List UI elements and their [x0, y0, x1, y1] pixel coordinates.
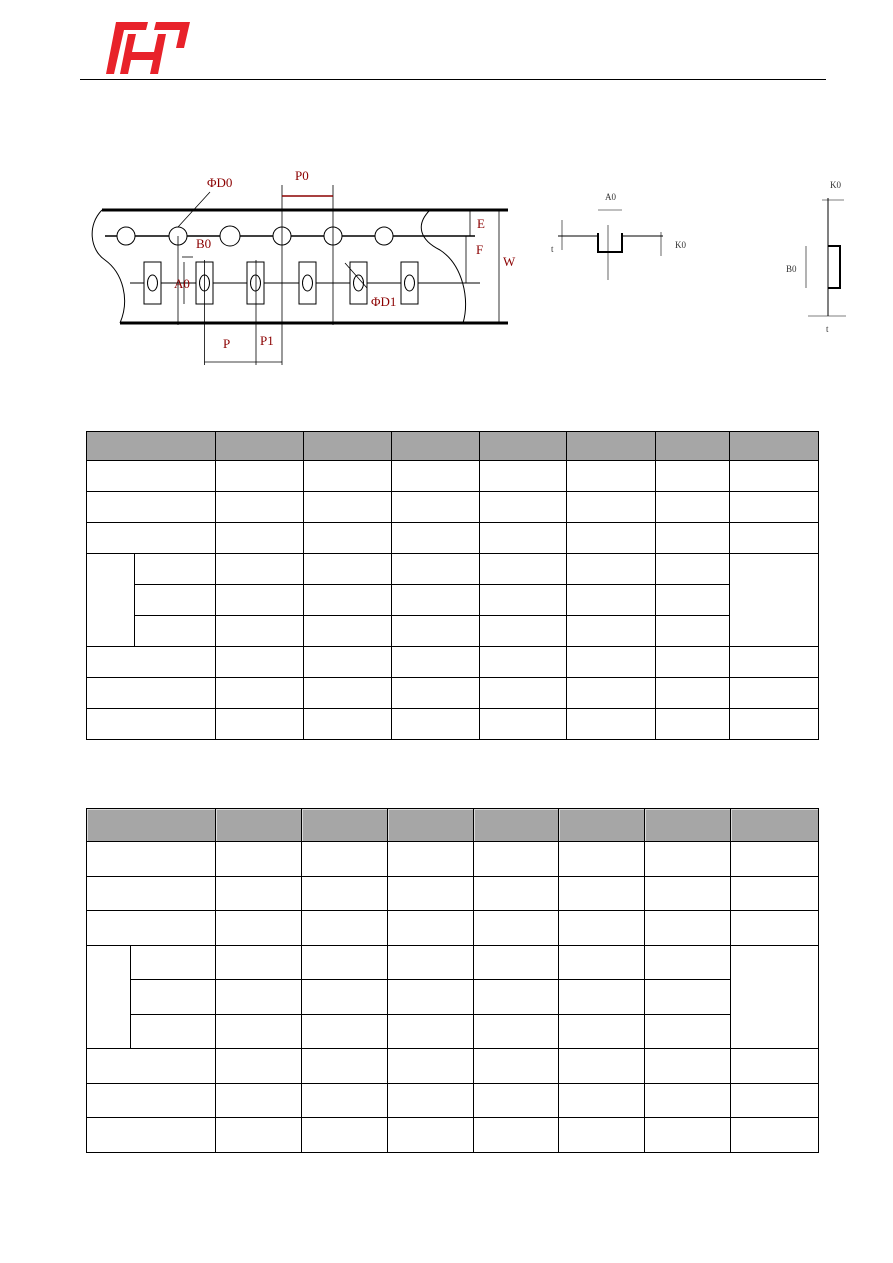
table-row [87, 1118, 819, 1153]
company-logo-icon [106, 20, 190, 76]
table-row [87, 523, 819, 554]
table-header-row [87, 809, 819, 842]
table-row [87, 678, 819, 709]
label-end-b0: B0 [786, 264, 797, 274]
label-end-k0: K0 [830, 180, 841, 190]
tape-spec-table-2 [86, 808, 819, 1153]
table-row [87, 647, 819, 678]
label-d0: ΦD0 [207, 175, 233, 190]
table-row [87, 492, 819, 523]
table-row [87, 709, 819, 740]
header-divider [80, 79, 826, 80]
tape-end-section-diagram [778, 176, 852, 340]
table-row [87, 980, 819, 1015]
table-row [87, 945, 819, 980]
label-side-k0: K0 [675, 240, 686, 250]
label-side-t: t [551, 244, 554, 254]
label-side-a0: A0 [605, 192, 616, 202]
carrier-tape-diagram [85, 165, 525, 375]
label-p1: P1 [260, 333, 274, 348]
table-row [87, 911, 819, 946]
table-header-row [87, 432, 819, 461]
table-row [87, 876, 819, 911]
tape-side-section-diagram [548, 180, 688, 290]
table-row [87, 585, 819, 616]
table-row [87, 554, 819, 585]
table-row [87, 616, 819, 647]
label-e: E [477, 216, 485, 231]
label-end-t: t [826, 324, 829, 334]
label-p0: P0 [295, 168, 309, 183]
label-p: P [223, 336, 231, 351]
label-d1: ΦD1 [371, 294, 397, 309]
label-f: F [476, 242, 484, 257]
label-w: W [503, 254, 516, 269]
label-a0: A0 [174, 276, 190, 291]
table-row [87, 461, 819, 492]
label-b0: B0 [196, 236, 212, 251]
table-row [87, 1014, 819, 1049]
table-row [87, 1049, 819, 1084]
tape-spec-table-1 [86, 431, 819, 740]
table-row [87, 842, 819, 877]
table-row [87, 1083, 819, 1118]
